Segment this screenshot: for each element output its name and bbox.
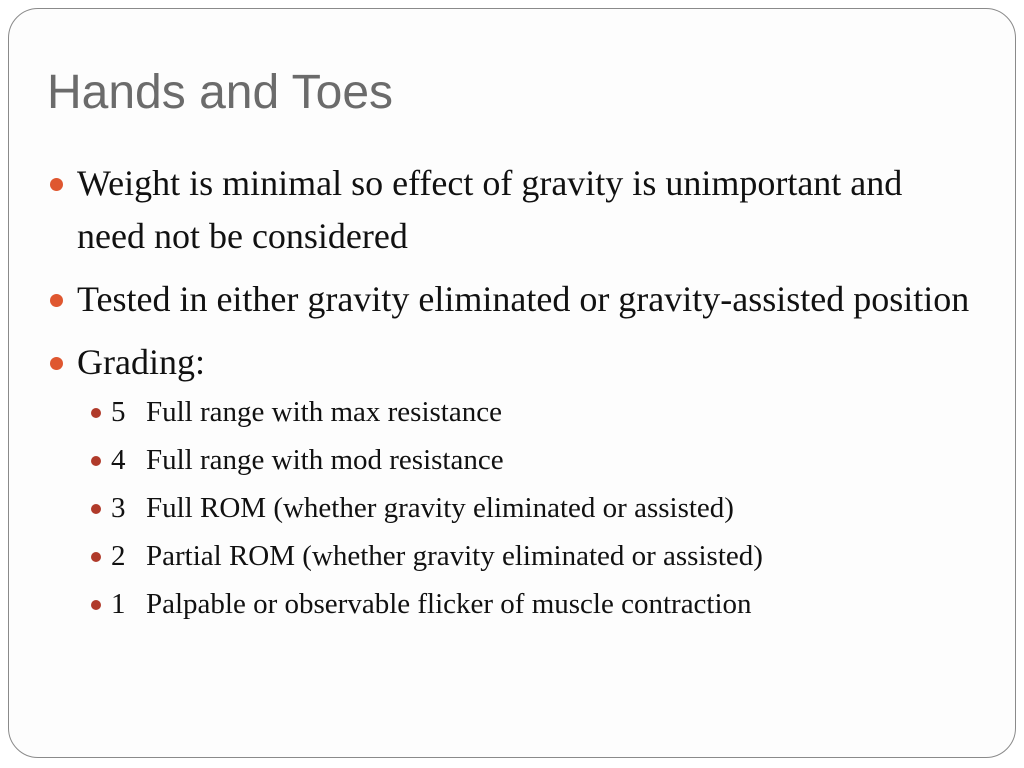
sub-bullet-icon (91, 408, 101, 418)
grade-number: 2 (111, 540, 126, 572)
grade-description: Palpable or observable flicker of muscle contraction (146, 588, 752, 620)
grade-description: Full ROM (whether gravity eliminated or assisted) (146, 492, 734, 524)
grade-description: Partial ROM (whether gravity eliminated or assisted) (146, 540, 763, 572)
grading-item (47, 489, 977, 527)
grade-number: 3 (111, 492, 126, 524)
sub-bullet-icon (91, 552, 101, 562)
grading-item (47, 585, 977, 623)
slide-frame (8, 8, 1016, 758)
slide-body (47, 157, 977, 633)
sub-bullet-icon (91, 600, 101, 610)
bullet-icon (50, 294, 63, 307)
sub-bullet-icon (91, 456, 101, 466)
slide-title: Hands and Toes (47, 66, 394, 119)
sub-bullet-icon (91, 504, 101, 514)
bullet-icon (50, 178, 63, 191)
grade-number: 5 (111, 396, 126, 428)
bullet-text: Grading: (77, 342, 205, 382)
bullet-item (47, 336, 977, 389)
bullet-icon (50, 357, 63, 370)
grade-number: 4 (111, 444, 126, 476)
bullet-text: Tested in either gravity eliminated or gravity-assisted position (77, 279, 970, 319)
bullet-item (47, 157, 977, 263)
bullet-item (47, 273, 977, 326)
grading-list (47, 393, 977, 623)
grade-description: Full range with mod resistance (146, 444, 504, 476)
grade-description: Full range with max resistance (146, 396, 502, 428)
grade-number: 1 (111, 588, 126, 620)
grading-item (47, 393, 977, 431)
grading-item (47, 441, 977, 479)
bullet-text: Weight is minimal so effect of gravity is unimportant and need not be considered (77, 163, 903, 256)
grading-item (47, 537, 977, 575)
